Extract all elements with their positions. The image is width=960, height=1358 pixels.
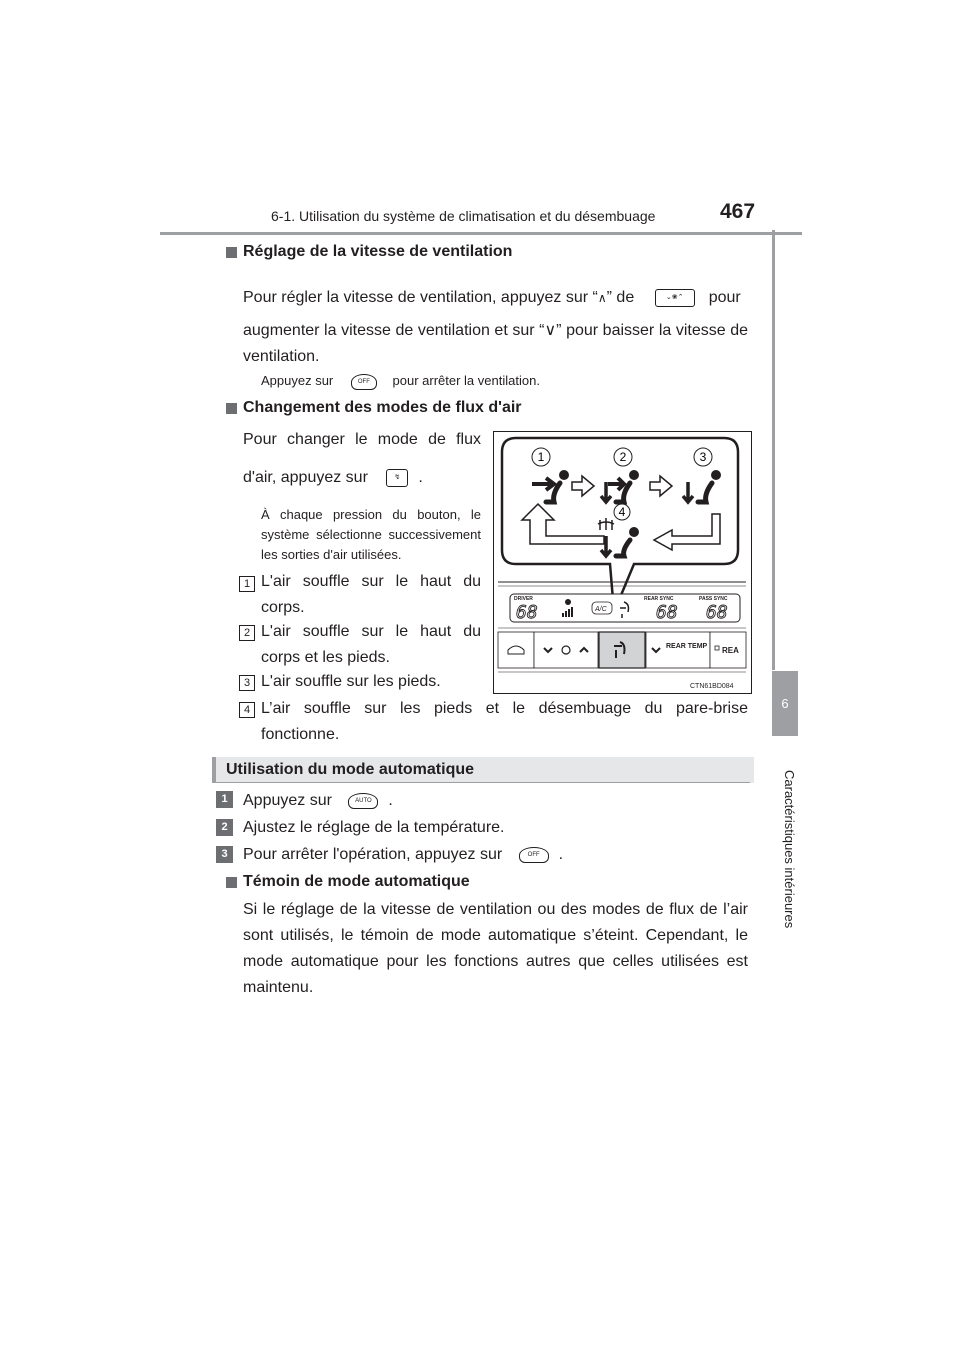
fan-speed-text-b: ” de (606, 289, 635, 306)
callout-label-3: 3 (699, 450, 707, 464)
callout-label-4: 4 (618, 505, 626, 519)
fan-speed-button-icon: ⌄❀⌃ (655, 289, 695, 307)
fan-off-note-a: Appuyez sur (261, 373, 334, 388)
rear-sync-label: REAR SYNC (644, 596, 674, 602)
airflow-note: À chaque pression du bouton, le système sélectionne successivement les sorties d'air utilisées. (261, 507, 481, 562)
header-rule (160, 232, 802, 235)
auto-indicator-paragraph: Si le réglage de la vitesse de ventilation ou des modes de flux de l’air sont utilisés, le témoin de mode automatique s’éteint. Cependant, le mode automatique pour les fonctions autres que celles utilisées est maintenu. (243, 901, 748, 996)
up-symbol: ∧ (597, 291, 607, 305)
airflow-mode-figure (493, 431, 752, 694)
off-button-icon: OFF (519, 847, 549, 863)
section-heading-fan-speed: Réglage de la vitesse de ventilation (243, 243, 513, 260)
fan-speed-text-a: Pour régler la vitesse de ventilation, appuyez sur “ (243, 289, 598, 306)
fan-speed-paragraph-line2: augmenter la vitesse de ventilation et sur “∨” pour baisser la vitesse de ventilation. (243, 322, 748, 365)
step-3-period: . (558, 846, 564, 863)
heading-bullet (226, 403, 237, 414)
airflow-text-a: d'air, appuyez sur (243, 469, 368, 486)
off-button-icon: OFF (351, 374, 377, 390)
fan-off-note (261, 371, 540, 391)
heading-bullet (226, 247, 237, 258)
auto-step-2: Ajustez le réglage de la température. (243, 819, 505, 836)
step-number-2: 2 (216, 819, 233, 836)
airflow-item-2: L'air souffle sur le haut du corps et les pieds. (261, 623, 481, 666)
step-number-3: 3 (216, 846, 233, 863)
mode-button-highlighted (599, 632, 645, 668)
airflow-para-line2 (243, 465, 423, 491)
fan-button (534, 632, 598, 668)
pass-temp: 68 (706, 602, 728, 623)
recirc-button (498, 632, 534, 668)
airflow-text-b: . (418, 469, 423, 486)
step-number-1: 1 (216, 791, 233, 808)
driver-label: DRIVER (514, 596, 533, 602)
section-bar-rule (212, 782, 750, 783)
airflow-mode-button-icon: ↯ (386, 469, 408, 487)
page-number: 467 (720, 200, 756, 223)
item-number-4: 4 (239, 702, 255, 718)
sub-heading-auto-indicator: Témoin de mode automatique (243, 873, 470, 890)
auto-step-3 (243, 842, 563, 868)
rear-temp-label: REAR TEMP (666, 643, 708, 650)
callout-label-2: 2 (619, 450, 627, 464)
airflow-item-1: L'air souffle sur le haut du corps. (261, 573, 481, 616)
pass-sync-label: PASS SYNC (699, 596, 728, 602)
airflow-item-4: L’air souffle sur les pieds et le désembuage du pare-brise fonctionne. (261, 700, 748, 743)
item-number-1: 1 (239, 576, 255, 592)
auto-button-icon: AUTO (348, 793, 378, 809)
pass-temp-left: 68 (656, 602, 678, 623)
figure-code: CTN61BD084 (690, 683, 734, 690)
chapter-title-vertical (755, 770, 815, 929)
fan-speed-paragraph-line1 (243, 285, 748, 311)
auto-step-1 (243, 788, 393, 814)
airflow-diagram (494, 432, 751, 693)
callout-label-1: 1 (537, 450, 545, 464)
step-1-period: . (388, 792, 393, 809)
rear-temp-button (646, 632, 710, 668)
sidebar-rule (772, 230, 775, 670)
airflow-para-line1: Pour changer le mode de flux (243, 431, 481, 448)
step-3-text: Pour arrêter l'opération, appuyez sur (243, 846, 503, 863)
running-header-title: 6-1. Utilisation du système de climatisation et du désembuage (271, 208, 656, 224)
rear-label: REA (722, 646, 739, 655)
section-title-auto-mode: Utilisation du mode automatique (226, 761, 475, 778)
ac-label: A/C (595, 606, 607, 613)
fan-off-note-b: pour arrêter la ventilation. (392, 373, 540, 388)
airflow-item-3: L'air souffle sur les pieds. (261, 673, 441, 690)
driver-temp: 68 (516, 602, 538, 623)
chapter-tab: 6 (772, 671, 798, 736)
step-1-text: Appuyez sur (243, 792, 332, 809)
fan-speed-text-c: pour (708, 289, 741, 306)
item-number-3: 3 (239, 675, 255, 691)
section-heading-airflow: Changement des modes de flux d'air (243, 399, 522, 416)
item-number-2: 2 (239, 625, 255, 641)
chapter-title: Caractéristiques intérieures (782, 770, 797, 929)
heading-bullet (226, 877, 237, 888)
